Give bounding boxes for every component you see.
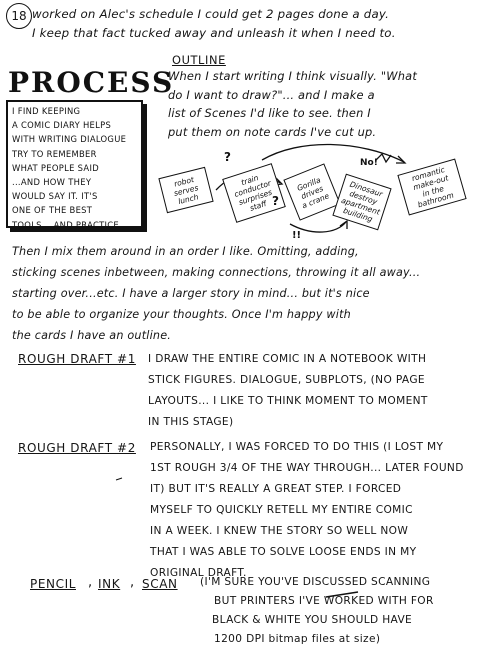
ordering-paragraph	[12, 241, 420, 346]
step-line: 1200 DPI bitmap files at size)	[214, 633, 381, 645]
top-note-line: I keep that fact tucked away and unleash it when I need to.	[32, 25, 396, 40]
outline-line: When I start writing I think visually. "What	[168, 69, 418, 83]
rough-draft-1-text	[148, 349, 428, 433]
step-line: BLACK & WHITE YOU SHOULD HAVE	[212, 614, 413, 626]
step-line: 1ST ROUGH 3/4 OF THE WAY THROUGH... LATER FOUND	[150, 462, 464, 474]
separator: ,	[88, 575, 93, 590]
separator: ,	[130, 575, 135, 590]
no-mark: No!	[360, 158, 378, 168]
outline-paragraph	[168, 67, 417, 141]
process-tip-box	[6, 100, 143, 228]
page-number: 18	[6, 3, 32, 29]
step-line: (I'M SURE YOU'VE DISCUSSED SCANNING	[200, 576, 431, 588]
outline-line: put them on note cards I've cut up.	[168, 124, 377, 139]
step-line: IN THIS STAGE)	[148, 416, 234, 428]
note-card-dinosaur: Dinosaur destroy apartment building	[332, 174, 391, 231]
step-line: THAT I WAS ABLE TO SOLVE LOOSE ENDS IN MY	[150, 546, 417, 558]
tip-line: ONE OF THE BEST	[12, 205, 93, 216]
tip-line: WITH WRITING DIALOGUE	[12, 134, 127, 145]
step-line: STICK FIGURES. DIALOGUE, SUBPLOTS, (NO PAGE	[148, 374, 425, 386]
step-line: BUT PRINTERS I'VE WORKED WITH FOR	[214, 595, 434, 607]
rough-draft-2-label: ROUGH DRAFT #2	[18, 441, 136, 455]
rough-draft-1-label: ROUGH DRAFT #1	[18, 352, 136, 366]
step-line: IT) BUT IT'S REALLY A GREAT STEP. I FORCED	[150, 483, 402, 495]
question-mark: ?	[272, 194, 279, 208]
tip-line: TRY TO REMEMBER	[12, 148, 97, 159]
note-card-robot: robot serves lunch	[158, 167, 213, 214]
scan-label: SCAN	[142, 577, 178, 591]
note-card-train: train conductor surprises staff	[222, 163, 286, 223]
question-mark: ?	[224, 150, 231, 164]
para-line: Then I mix them around in an order I like. Omitting, adding,	[12, 245, 359, 258]
outline-heading: OUTLINE	[172, 53, 226, 67]
para-line: starting over...etc. I have a larger story in mind... but it's nice	[12, 287, 370, 300]
step-line: IN A WEEK. I KNEW THE STORY SO WELL NOW	[150, 525, 409, 537]
note-card-romantic: romantic make-out in the bathroom	[397, 159, 466, 216]
step-line: MYSELF TO QUICKLY RETELL MY ENTIRE COMIC	[150, 504, 413, 516]
para-line: sticking scenes inbetween, making connections, throwing it all away...	[12, 266, 421, 279]
step-line: PERSONALLY, I WAS FORCED TO DO THIS (I LOST MY	[150, 441, 444, 453]
process-title: PROCESS	[8, 66, 175, 99]
top-note	[32, 5, 396, 42]
tip-line: WHAT PEOPLE SAID	[12, 162, 99, 173]
tip-line: WOULD SAY IT. IT'S	[12, 191, 98, 202]
tip-line: ...AND HOW THEY	[12, 177, 92, 188]
para-line: to be able to organize your thoughts. Once I'm happy with	[12, 308, 351, 321]
step-line: ORIGINAL DRAFT.	[150, 567, 247, 579]
note-card-gorilla: Gorilla drives a crane	[283, 163, 340, 220]
step-line: I DRAW THE ENTIRE COMIC IN A NOTEBOOK WITH	[148, 353, 427, 365]
ink-label: INK	[98, 577, 121, 591]
outline-line: list of Scenes I'd like to see. then I	[168, 106, 371, 120]
outline-line: do I want to draw?"... and I make a	[168, 87, 375, 102]
exclamation-mark: !!	[292, 230, 302, 241]
pencil-label: PENCIL	[30, 577, 76, 591]
step-line: LAYOUTS... I LIKE TO THINK MOMENT TO MOMENT	[148, 395, 428, 407]
top-note-line: worked on Alec's schedule I could get 2 pages done a day.	[32, 7, 390, 21]
para-line: the cards I have an outline.	[12, 329, 172, 342]
scan-note	[200, 573, 434, 649]
tip-line: TOOLS... AND PRACTICE	[12, 219, 120, 230]
tip-line: I FIND KEEPING	[12, 106, 81, 116]
rough-draft-2-text	[150, 437, 464, 584]
tip-line: A COMIC DIARY HELPS	[12, 120, 112, 131]
